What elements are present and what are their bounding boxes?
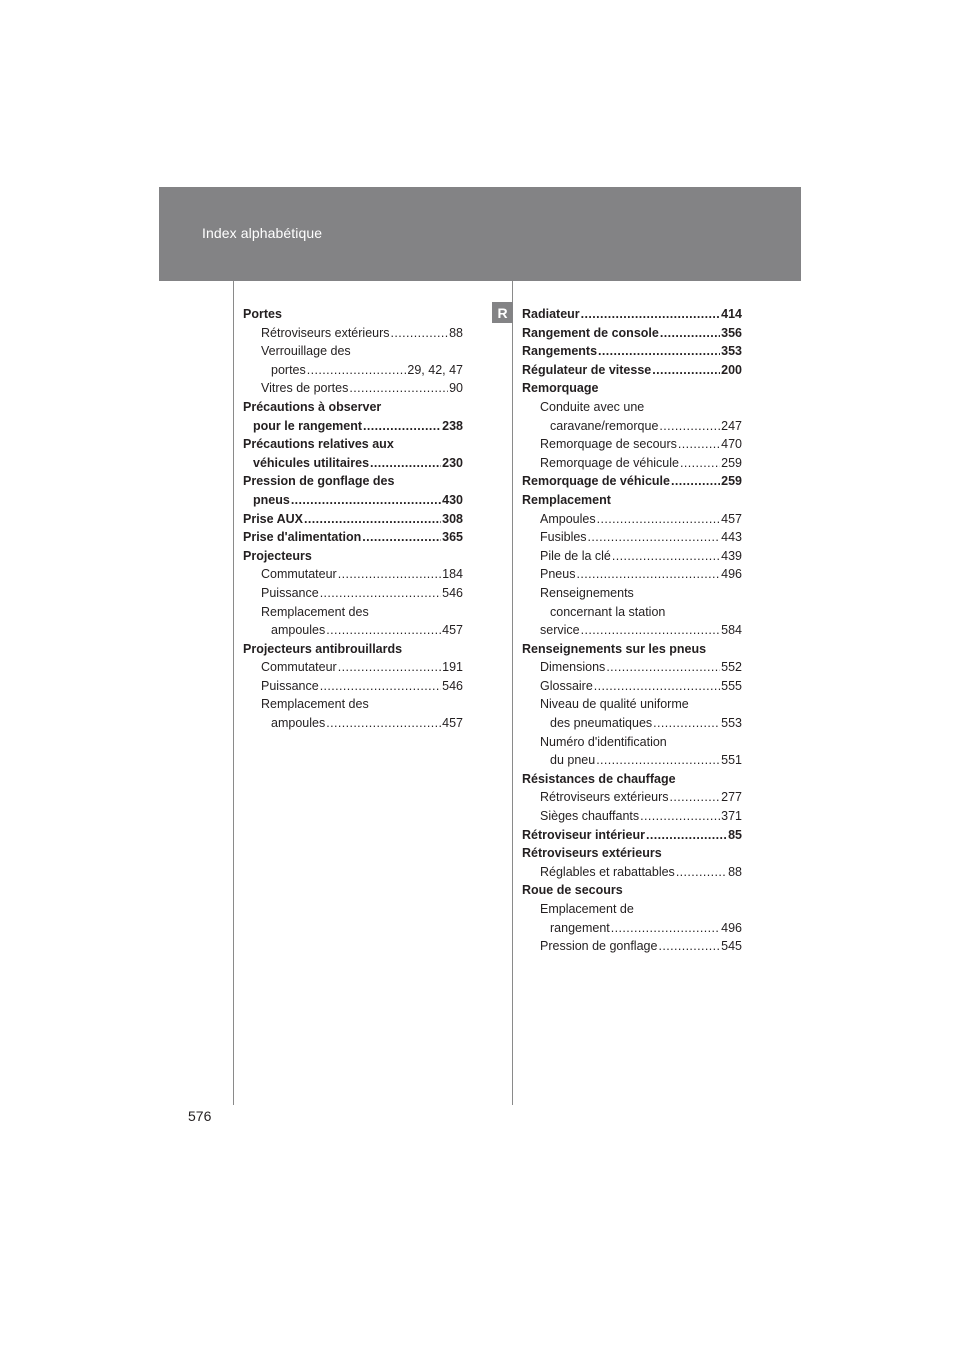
- index-entry-page: 184: [442, 567, 463, 582]
- dot-leader: [606, 658, 720, 677]
- index-entry-term: Commutateur: [261, 567, 337, 582]
- index-entry: [243, 584, 463, 603]
- index-entry: [522, 603, 742, 622]
- index-entry-page: 191: [442, 660, 463, 675]
- index-entry: [522, 900, 742, 919]
- dot-leader: [658, 937, 720, 956]
- index-entry-page: 546: [442, 678, 463, 693]
- index-entry-term: Projecteurs antibrouillards: [243, 641, 403, 656]
- index-entry-page: 430: [442, 492, 463, 507]
- index-entry-page: 551: [721, 753, 742, 768]
- index-entry-term: Conduite avec une: [540, 399, 645, 414]
- index-entry: [243, 603, 463, 622]
- dot-leader: [646, 826, 727, 845]
- page-title: Index alphabétique: [202, 225, 323, 241]
- index-entry-term: Roue de secours: [522, 883, 623, 898]
- index-entry: [243, 472, 463, 491]
- index-entry: [243, 417, 463, 436]
- index-entry-term: Ampoules: [540, 511, 596, 526]
- index-entry: [522, 472, 742, 491]
- index-entry-page: 277: [721, 790, 742, 805]
- index-entry-term: pour le rangement: [253, 418, 363, 433]
- index-entry-term: Remplacement: [522, 492, 611, 507]
- index-entry: [522, 417, 742, 436]
- index-entry-page: 259: [721, 455, 742, 470]
- index-entry: [522, 788, 742, 807]
- index-entry: [243, 510, 463, 529]
- index-entry-term: Projecteurs: [243, 548, 312, 563]
- index-entry: [522, 435, 742, 454]
- index-entry-page: 443: [721, 530, 742, 545]
- index-entry-page: 552: [721, 660, 742, 675]
- index-entry: [243, 547, 463, 566]
- dot-leader: [326, 714, 441, 733]
- index-entry: [522, 398, 742, 417]
- index-entry: [522, 677, 742, 696]
- index-entry-term: Rétroviseurs extérieurs: [261, 325, 390, 340]
- dot-leader: [291, 491, 441, 510]
- index-entry: [522, 454, 742, 473]
- left-column-rule: [233, 281, 234, 1105]
- index-entry-term: Remorquage de véhicule: [540, 455, 679, 470]
- dot-leader: [659, 417, 720, 436]
- dot-leader: [612, 547, 720, 566]
- index-entry-page: 365: [442, 530, 463, 545]
- dot-leader: [676, 863, 727, 882]
- index-entry: [522, 342, 742, 361]
- index-entry: [243, 398, 463, 417]
- index-entry: [243, 342, 463, 361]
- index-entry-term: Rétroviseurs extérieurs: [522, 846, 662, 861]
- index-entry-page: 230: [442, 455, 463, 470]
- index-entry-term: Glossaire: [540, 678, 593, 693]
- index-entry-page: 470: [721, 437, 742, 452]
- dot-leader: [338, 565, 441, 584]
- dot-leader: [680, 454, 720, 473]
- index-entry: [522, 547, 742, 566]
- dot-leader: [581, 621, 721, 640]
- dot-leader: [588, 528, 721, 547]
- index-column-1: [243, 305, 463, 733]
- dot-leader: [320, 677, 441, 696]
- index-entry-page: 356: [721, 325, 742, 340]
- index-entry-term: portes: [271, 362, 306, 377]
- index-entry-page: 546: [442, 585, 463, 600]
- index-entry-term: Précautions à observer: [243, 399, 382, 414]
- dot-leader: [362, 528, 441, 547]
- index-entry-term: Pneus: [540, 567, 576, 582]
- index-entry: [243, 454, 463, 473]
- index-entry-page: 200: [721, 362, 742, 377]
- index-entry-page: 457: [442, 623, 463, 638]
- index-entry-term: Rangement de console: [522, 325, 659, 340]
- index-entry-page: 584: [721, 623, 742, 638]
- dot-leader: [678, 435, 720, 454]
- index-entry-term: du pneu: [550, 753, 596, 768]
- index-entry: [522, 640, 742, 659]
- index-entry-term: Dimensions: [540, 660, 606, 675]
- index-entry: [522, 324, 742, 343]
- dot-leader: [320, 584, 441, 603]
- index-entry-term: ampoules: [271, 623, 326, 638]
- index-entry: [243, 491, 463, 510]
- index-entry: [522, 621, 742, 640]
- index-entry: [522, 305, 742, 324]
- index-entry: [243, 695, 463, 714]
- index-entry: [522, 863, 742, 882]
- index-entry: [522, 565, 742, 584]
- index-entry-term: Verrouillage des: [261, 344, 351, 359]
- index-entry: [522, 658, 742, 677]
- dot-leader: [660, 324, 720, 343]
- index-entry-term: Régulateur de vitesse: [522, 362, 652, 377]
- index-entry-term: Portes: [243, 307, 282, 321]
- index-entry-term: Puissance: [261, 585, 319, 600]
- index-entry-term: Commutateur: [261, 660, 337, 675]
- index-entry-page: 29, 42, 47: [407, 362, 463, 377]
- index-entry-term: Réglables et rabattables: [540, 864, 675, 879]
- index-entry: [243, 640, 463, 659]
- dot-leader: [338, 658, 441, 677]
- index-entry-page: 247: [721, 418, 742, 433]
- index-entry-page: 457: [442, 716, 463, 731]
- index-entry: [243, 324, 463, 343]
- index-entry-term: Remorquage de véhicule: [522, 474, 670, 489]
- index-entry: [243, 379, 463, 398]
- index-entry: [522, 379, 742, 398]
- index-entry: [522, 844, 742, 863]
- index-entry: [522, 770, 742, 789]
- index-entry: [522, 881, 742, 900]
- index-entry-term: Pile de la clé: [540, 548, 611, 563]
- dot-leader: [671, 472, 720, 491]
- index-entry-page: 555: [721, 678, 742, 693]
- index-entry-term: Prise AUX: [243, 511, 303, 526]
- dot-leader: [596, 751, 720, 770]
- index-entry: [522, 826, 742, 845]
- dot-leader: [363, 417, 441, 436]
- index-entry-term: Renseignements sur les pneus: [522, 641, 707, 656]
- index-entry-page: 85: [728, 827, 742, 842]
- index-entry-page: 545: [721, 939, 742, 954]
- page-number: 576: [188, 1108, 212, 1124]
- index-entry-term: Rangements: [522, 344, 598, 359]
- index-entry: [522, 491, 742, 510]
- index-entry-page: 371: [721, 809, 742, 824]
- index-entry: [522, 584, 742, 603]
- index-entry-term: Numéro d'identification: [540, 734, 667, 749]
- index-column-2: [522, 305, 742, 956]
- index-entry: [243, 305, 463, 324]
- index-entry-term: rangement: [550, 920, 610, 935]
- dot-leader: [652, 361, 720, 380]
- dot-leader: [581, 305, 720, 324]
- dot-leader: [611, 919, 720, 938]
- index-entry-term: concernant la station: [550, 604, 666, 619]
- index-entry-term: pneus: [253, 492, 290, 507]
- index-entry-page: 259: [721, 474, 742, 489]
- index-entry-term: Vitres de portes: [261, 381, 349, 396]
- dot-leader: [598, 342, 720, 361]
- index-entry-term: Emplacement de: [540, 902, 634, 916]
- index-entry-page: 553: [721, 716, 742, 731]
- index-entry: [243, 621, 463, 640]
- middle-column-rule: [512, 281, 513, 1105]
- index-entry-page: 238: [442, 418, 463, 433]
- index-entry-term: Résistances de chauffage: [522, 771, 676, 786]
- index-entry: [243, 528, 463, 547]
- index-entry-page: 88: [728, 864, 742, 879]
- index-entry-term: Rétroviseurs extérieurs: [540, 790, 669, 805]
- index-entry-page: 88: [449, 325, 463, 340]
- index-entry-page: 308: [442, 511, 463, 526]
- index-letter-tab: R: [492, 302, 513, 323]
- index-entry-term: ampoules: [271, 716, 326, 731]
- index-entry-term: caravane/remorque: [550, 418, 659, 433]
- index-entry-page: 496: [721, 920, 742, 935]
- index-entry: [243, 361, 463, 380]
- dot-leader: [640, 807, 720, 826]
- dot-leader: [597, 510, 721, 529]
- index-entry: [243, 677, 463, 696]
- dot-leader: [391, 324, 449, 343]
- index-entry: [522, 919, 742, 938]
- index-entry: [522, 510, 742, 529]
- index-entry-term: Pression de gonflage des: [243, 474, 395, 489]
- index-entry-term: Puissance: [261, 678, 319, 693]
- dot-leader: [594, 677, 720, 696]
- index-entry-term: Rétroviseur intérieur: [522, 827, 645, 842]
- index-entry-page: 457: [721, 511, 742, 526]
- dot-leader: [307, 361, 407, 380]
- index-entry-term: service: [540, 623, 580, 638]
- index-entry-term: des pneumatiques: [550, 716, 653, 731]
- index-entry-term: Prise d'alimentation: [243, 530, 362, 545]
- index-entry: [522, 361, 742, 380]
- dot-leader: [670, 788, 721, 807]
- index-entry: [243, 435, 463, 454]
- index-entry-term: Remorquage: [522, 381, 599, 396]
- index-entry-term: Fusibles: [540, 530, 587, 545]
- dot-leader: [304, 510, 441, 529]
- index-entry: [522, 751, 742, 770]
- index-entry-term: Précautions relatives aux: [243, 437, 394, 452]
- index-entry: [522, 528, 742, 547]
- index-entry-term: Remorquage de secours: [540, 437, 677, 452]
- index-entry: [522, 733, 742, 752]
- index-entry-term: Remplacement des: [261, 697, 369, 712]
- index-entry-term: Pression de gonflage: [540, 939, 658, 954]
- index-entry: [522, 714, 742, 733]
- header-band: [159, 187, 801, 281]
- dot-leader: [326, 621, 441, 640]
- index-entry-page: 414: [721, 307, 742, 321]
- index-entry-page: 439: [721, 548, 742, 563]
- dot-leader: [370, 454, 441, 473]
- index-entry-term: Sièges chauffants: [540, 809, 640, 824]
- index-entry: [522, 695, 742, 714]
- index-entry-page: 90: [449, 381, 463, 396]
- index-entry-term: véhicules utilitaires: [253, 455, 370, 470]
- index-entry-term: Remplacement des: [261, 604, 369, 619]
- dot-leader: [576, 565, 720, 584]
- index-entry: [243, 658, 463, 677]
- dot-leader: [653, 714, 720, 733]
- index-entry: [243, 714, 463, 733]
- index-entry-term: Radiateur: [522, 307, 580, 321]
- index-entry: [522, 807, 742, 826]
- dot-leader: [349, 379, 448, 398]
- index-entry-page: 353: [721, 344, 742, 359]
- index-entry-page: 496: [721, 567, 742, 582]
- index-entry: [522, 937, 742, 956]
- index-entry-term: Renseignements: [540, 585, 634, 600]
- index-entry-term: Niveau de qualité uniforme: [540, 697, 689, 712]
- index-entry: [243, 565, 463, 584]
